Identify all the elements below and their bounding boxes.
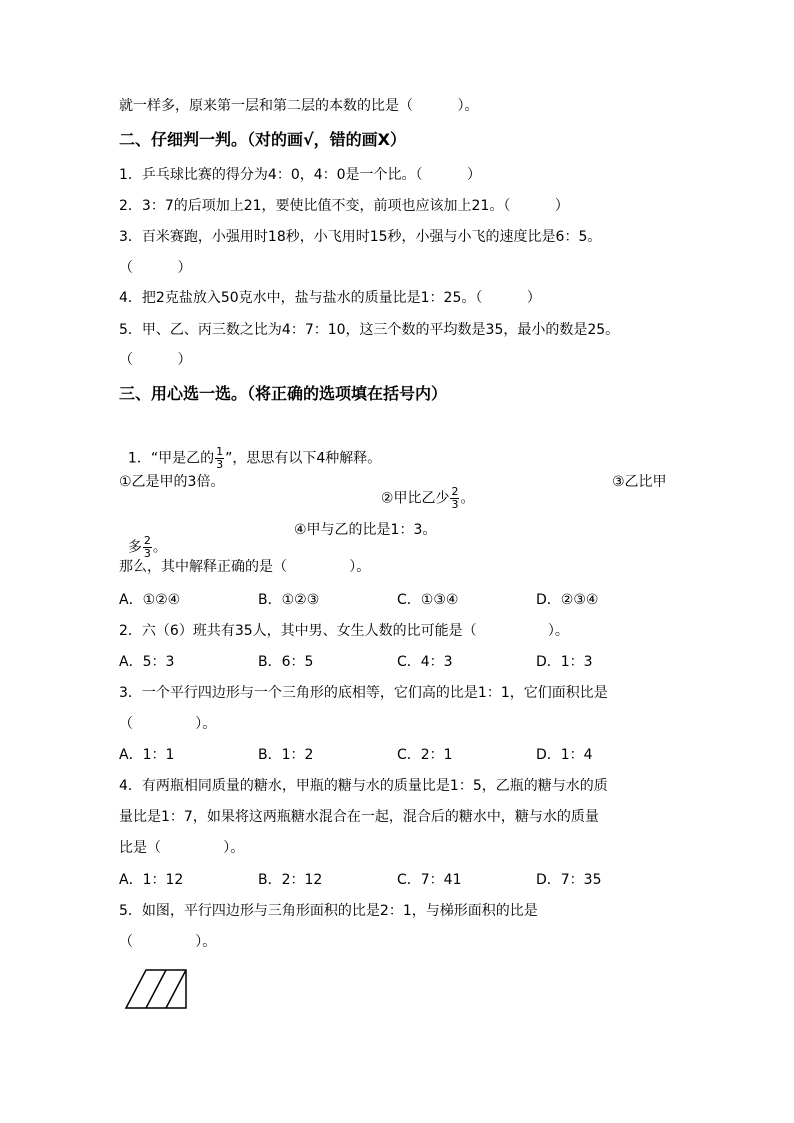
q1-interpretation-3: ③乙比甲: [612, 474, 667, 490]
inner-parallel-line: [166, 970, 186, 1008]
q1-interpretation-1: ①乙是甲的3倍。: [119, 474, 225, 490]
choice-q5-stem-2: （ ）。: [119, 934, 217, 950]
choice-q3-stem-2: （ ）。: [119, 716, 217, 732]
judge-item-5: 5．甲、乙、丙三数之比为4：7：10，这三个数的平均数是35，最小的数是25。: [119, 322, 620, 338]
judge-item-4: 4．把2克盐放入50克水中，盐与盐水的质量比是1：25。（ ）: [119, 290, 541, 306]
q1-option-c[interactable]: C．①③④: [397, 592, 459, 608]
q1-interpretation-4: ④甲与乙的比是1：3。: [294, 522, 437, 538]
fraction-two-thirds: $\frac{2}{3}$: [143, 534, 151, 560]
fraction-two-thirds: $\frac{2}{3}$: [451, 485, 459, 511]
q2-option-a[interactable]: A．5：3: [119, 654, 175, 670]
q1-stem-start: 1．“甲是乙的: [127, 450, 215, 467]
choice-q3-stem-1: 3．一个平行四边形与一个三角形的底相等，它们高的比是1：1，它们面积比是: [119, 685, 608, 701]
q1-stem-end: ”，思思有以下4种解释。: [225, 450, 382, 467]
judge-item-3-blank: （ ）: [119, 260, 192, 276]
choice-q2-stem: 2．六（6）班共有35人，其中男、女生人数的比可能是（ ）。: [119, 623, 569, 639]
q2-option-b[interactable]: B．6：5: [258, 654, 314, 670]
judge-item-5-blank: （ ）: [119, 352, 192, 368]
choice-q4-stem-3: 比是（ ）。: [119, 840, 245, 856]
judge-item-3: 3．百米赛跑，小强用时18秒，小飞用时15秒，小强与小飞的速度比是6：5。: [119, 229, 602, 245]
q4-option-d[interactable]: D．7：35: [536, 872, 602, 888]
q1-interpretation-3-cont: 多 $\frac{2}{3}$ 。: [127, 534, 167, 560]
q2-option-c[interactable]: C．4：3: [397, 654, 453, 670]
q1-option-d[interactable]: D．②③④: [536, 592, 599, 608]
q1-option-a[interactable]: A．①②④: [119, 592, 181, 608]
choice-q4-stem-2: 量比是1：7，如果将这两瓶糖水混合在一起，混合后的糖水中，糖与水的质量: [119, 809, 599, 825]
q1-ask: 那么，其中解释正确的是（ ）。: [119, 559, 371, 575]
section-2-title: 二、仔细判一判。（对的画√，错的画X）: [119, 130, 407, 149]
q2-option-d[interactable]: D．1：3: [536, 654, 593, 670]
judge-item-2: 2．3：7的后项加上21，要使比值不变，前项也应该加上21。（ ）: [119, 198, 569, 214]
section-3-title: 三、用心选一选。（将正确的选项填在括号内）: [119, 384, 448, 403]
q3-option-a[interactable]: A．1：1: [119, 747, 175, 763]
q4-option-b[interactable]: B．2：12: [258, 872, 323, 888]
q3-option-b[interactable]: B．1：2: [258, 747, 314, 763]
judge-item-1: 1．乒乓球比赛的得分为4：0，4：0是一个比。（ ）: [119, 167, 482, 183]
inner-parallel-line: [146, 970, 166, 1008]
q1-option-b[interactable]: B．①②③: [258, 592, 320, 608]
q4-option-c[interactable]: C．7：41: [397, 872, 462, 888]
fraction-one-third: $\frac{1}{3}$: [216, 445, 224, 471]
choice-q5-stem-1: 5．如图，平行四边形与三角形面积的比是2：1，与梯形面积的比是: [119, 903, 538, 919]
q1-interpretation-2: ②甲比乙少 $\frac{2}{3}$ 。: [380, 485, 475, 511]
q4-option-a[interactable]: A．1：12: [119, 872, 184, 888]
continued-question-line: 就一样多，原来第一层和第二层的本数的比是（ ）。: [119, 98, 479, 114]
q3-option-c[interactable]: C．2：1: [397, 747, 453, 763]
choice-q1-stem: [119, 426, 381, 471]
q3-option-d[interactable]: D．1：4: [536, 747, 593, 763]
choice-q4-stem-1: 4．有两瓶相同质量的糖水，甲瓶的糖与水的质量比是1：5，乙瓶的糖与水的质: [119, 778, 608, 794]
parallelogram-figure: [124, 968, 190, 1012]
